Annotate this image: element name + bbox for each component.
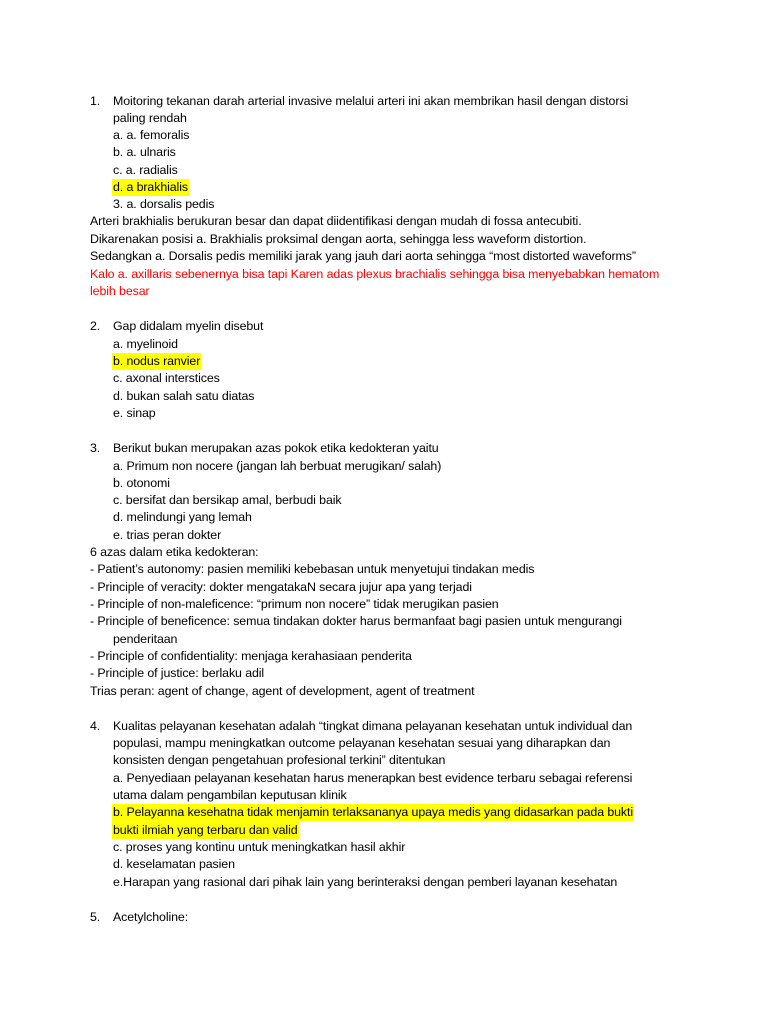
explanation-line: Arteri brakhialis berukuran besar dan dapat diidentifikasi dengan mudah di fossa antecubiti. <box>90 214 582 228</box>
explanation-line: - Patient’s autonomy: pasien memiliki kebebasan untuk menyetujui tindakan medis <box>90 562 535 576</box>
question-number: 4. <box>90 719 101 733</box>
option-e: e. sinap <box>113 406 156 420</box>
question-stem-continued: konsisten dengan pengetahuan profesional terkini” ditentukan <box>113 753 446 767</box>
option-b-answer-highlighted-continued: bukti ilmiah yang terbaru dan valid <box>113 823 298 837</box>
option-c: c. proses yang kontinu untuk meningkatkan hasil akhir <box>113 840 406 854</box>
question-number: 5. <box>90 910 101 924</box>
option-d: d. melindungi yang lemah <box>113 510 252 524</box>
option-a-continued: utama dalam pengambilan keputusan klinik <box>113 788 347 802</box>
option-a: a. a. femoralis <box>113 128 190 142</box>
question-stem: Moitoring tekanan darah arterial invasive melalui arteri ini akan membrikan hasil dengan distorsi <box>113 94 629 108</box>
red-note-line: lebih besar <box>90 284 150 298</box>
question-number: 3. <box>90 441 101 455</box>
question-stem-continued: populasi, mampu meningkatkan outcome pelayanan kesehatan sesuai yang diharapkan dan <box>113 736 611 750</box>
explanation-line: - Principle of confidentiality: menjaga kerahasiaan penderita <box>90 649 412 663</box>
option-b-answer-highlighted: b. nodus ranvier <box>113 354 201 368</box>
option-b-answer-highlighted: b. Pelayanna kesehatna tidak menjamin terlaksananya upaya medis yang didasarkan pada bukti <box>113 805 634 819</box>
option-d-answer-highlighted: d. a brakhialis <box>113 180 188 194</box>
option-c: c. a. radialis <box>113 163 178 177</box>
option-e: e. trias peran dokter <box>113 528 222 542</box>
option-b: b. otonomi <box>113 476 170 490</box>
option-c: c. axonal interstices <box>113 371 220 385</box>
question-stem: Berikut bukan merupakan azas pokok etika kedokteran yaitu <box>113 441 439 455</box>
option-c: c. bersifat dan bersikap amal, berbudi baik <box>113 493 342 507</box>
explanation-line: Dikarenakan posisi a. Brakhialis proksimal dengan aorta, sehingga less waveform distortion. <box>90 232 587 246</box>
option-e: e.Harapan yang rasional dari pihak lain yang berinteraksi dengan pemberi layanan kesehatan <box>113 875 618 889</box>
option-d: d. keselamatan pasien <box>113 857 235 871</box>
question-stem: Kualitas pelayanan kesehatan adalah “tingkat dimana pelayanan kesehatan untuk individual dan <box>113 719 633 733</box>
option-e: 3. a. dorsalis pedis <box>113 197 215 211</box>
red-note-line: Kalo a. axillaris sebenernya bisa tapi Karen adas plexus brachialis sehingga bisa menyebabkan hematom <box>90 267 660 281</box>
explanation-line: - Principle of justice: berlaku adil <box>90 666 265 680</box>
explanation-line: - Principle of veracity: dokter mengatakaN secara jujur apa yang terjadi <box>90 580 472 594</box>
option-d: d. bukan salah satu diatas <box>113 389 255 403</box>
question-stem: Gap didalam myelin disebut <box>113 319 264 333</box>
explanation-line: - Principle of beneficence: semua tindakan dokter harus bermanfaat bagi pasien untuk mengurangi <box>90 614 622 628</box>
question-number: 1. <box>90 94 101 108</box>
option-a: a. Primum non nocere (jangan lah berbuat merugikan/ salah) <box>113 459 442 473</box>
question-stem-continued: paling rendah <box>113 111 187 125</box>
option-a: a. myelinoid <box>113 337 178 351</box>
explanation-line-continued: penderitaan <box>113 632 178 646</box>
question-stem: Acetylcholine: <box>113 910 189 924</box>
question-number: 2. <box>90 319 101 333</box>
explanation-title: 6 azas dalam etika kedokteran: <box>90 545 259 559</box>
explanation-line: Sedangkan a. Dorsalis pedis memiliki jarak yang jauh dari aorta sehingga “most distorted waveforms” <box>90 249 636 263</box>
explanation-line: - Principle of non-maleficence: “primum non nocere” tidak merugikan pasien <box>90 597 499 611</box>
explanation-line: Trias peran: agent of change, agent of development, agent of treatment <box>90 684 475 698</box>
option-a: a. Penyediaan pelayanan kesehatan harus menerapkan best evidence terbaru sebagai referensi <box>113 771 633 785</box>
option-b: b. a. ulnaris <box>113 145 176 159</box>
